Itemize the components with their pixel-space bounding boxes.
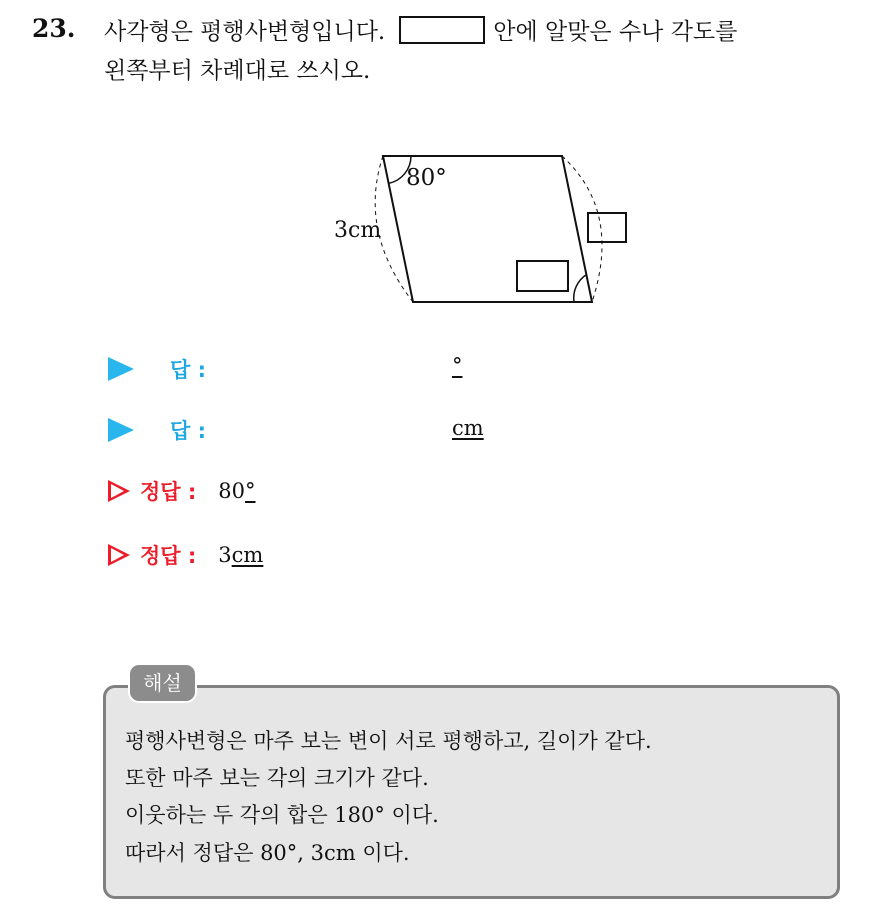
outline-triangle-icon <box>108 544 130 566</box>
outline-triangle-icon <box>108 480 130 502</box>
question-text-part1: 사각형은 평행사변형입니다. <box>104 19 386 45</box>
answer-box-angle <box>517 261 568 291</box>
answer-label: 답 : <box>170 419 206 443</box>
explanation-line: 평행사변형은 마주 보는 변이 서로 평행하고, 길이가 같다. <box>125 729 652 753</box>
question-text-line2: 왼쪽부터 차례대로 쓰시오. <box>104 58 371 84</box>
play-triangle-icon <box>108 418 134 442</box>
explanation-line: 따라서 정답은 80°, 3cm 이다. <box>125 841 410 865</box>
question-text <box>104 16 737 47</box>
explanation-tab: 해설 <box>128 663 197 703</box>
answer-row-angle <box>108 352 206 386</box>
blank-box-icon <box>399 16 485 44</box>
side-length-label: 3cm <box>334 218 382 243</box>
correct-answer-label: 정답 : <box>140 544 197 568</box>
explanation-line: 이웃하는 두 각의 합은 180° 이다. <box>125 803 439 827</box>
answer-box-side <box>588 213 626 242</box>
bottom-right-angle-arc <box>574 275 587 302</box>
answer-label: 답 : <box>170 358 206 382</box>
answer-row-length <box>108 413 206 447</box>
correct-answer-row-angle <box>108 474 256 508</box>
answer-unit-cm: cm <box>452 416 484 440</box>
parallelogram-figure <box>330 145 640 315</box>
correct-answer-label: 정답 : <box>140 480 197 504</box>
correct-answer-value: 3cm <box>218 543 264 567</box>
play-triangle-icon <box>108 357 134 381</box>
angle-label: 80° <box>406 165 447 191</box>
question-text-part2: 안에 알맞은 수나 각도를 <box>493 19 738 45</box>
answer-unit-degree: ° <box>452 354 463 378</box>
correct-answer-value: 80° <box>218 479 256 503</box>
question-number: 23. <box>32 14 76 43</box>
correct-answer-row-length <box>108 538 263 572</box>
explanation-line: 또한 마주 보는 각의 크기가 같다. <box>125 766 429 790</box>
